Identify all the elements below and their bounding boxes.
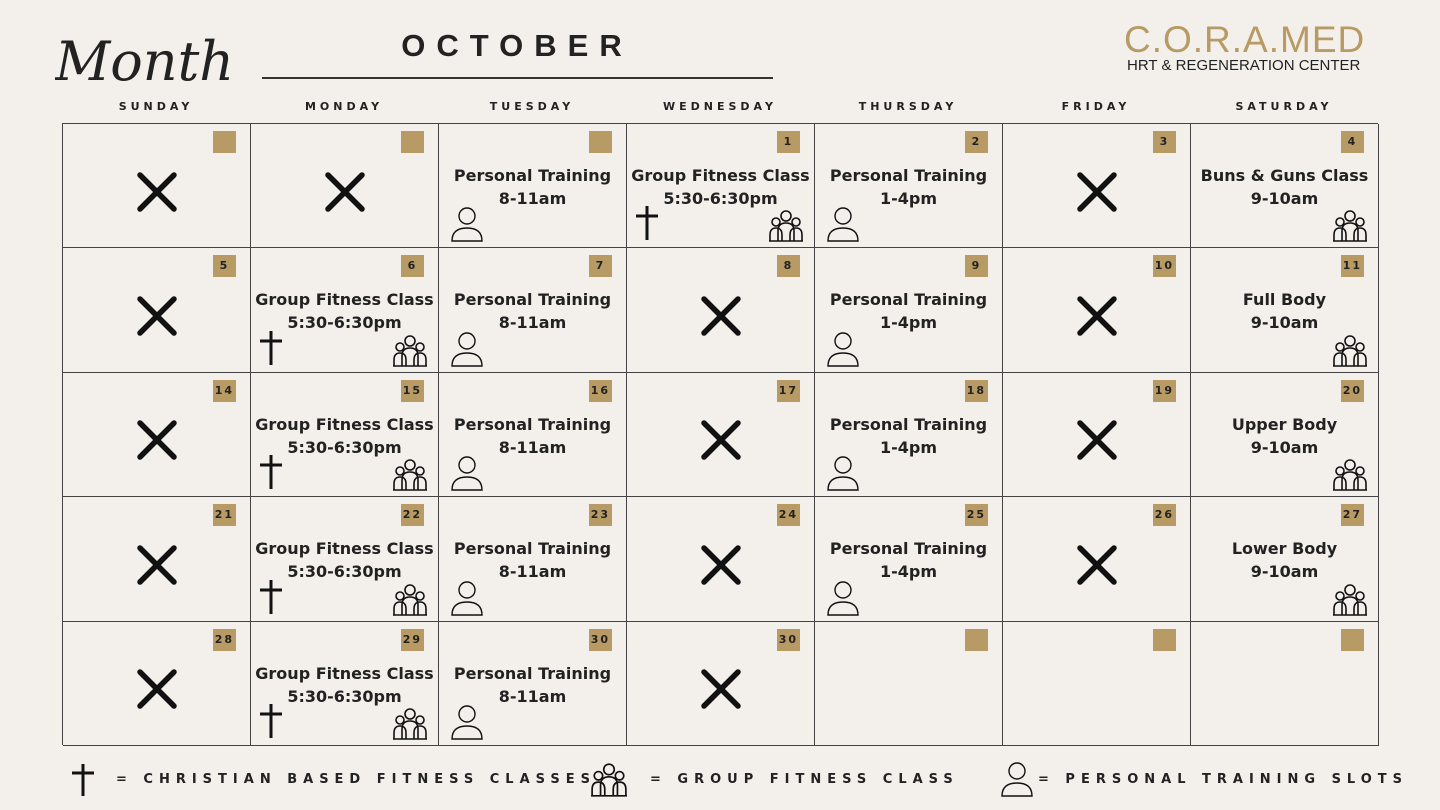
group-icon xyxy=(1332,458,1368,492)
group-icon xyxy=(392,583,428,617)
date-badge: 21 xyxy=(213,504,236,526)
legend-christian xyxy=(70,760,597,800)
calendar-cell xyxy=(439,373,627,497)
calendar-cell xyxy=(1003,497,1191,621)
date-badge: 11 xyxy=(1341,255,1364,277)
calendar-cell xyxy=(251,248,439,372)
calendar-cell xyxy=(1003,248,1191,372)
closed-x-icon xyxy=(1075,418,1119,462)
date-badge: 15 xyxy=(401,380,424,402)
calendar-cell xyxy=(251,373,439,497)
date-badge: 9 xyxy=(965,255,988,277)
calendar-cell xyxy=(627,622,815,746)
legend-group xyxy=(590,760,959,800)
event-time: 8-11am xyxy=(498,562,567,582)
group-icon xyxy=(392,458,428,492)
calendar-cell xyxy=(1003,124,1191,248)
date-badge: 10 xyxy=(1153,255,1176,277)
event-title: Group Fitness Class xyxy=(255,290,434,310)
event-time: 5:30-6:30pm xyxy=(287,313,402,333)
closed-x-icon xyxy=(135,170,179,214)
calendar-cell xyxy=(815,124,1003,248)
calendar-cell xyxy=(63,497,251,621)
date-badge: 1 xyxy=(777,131,800,153)
event-time: 8-11am xyxy=(498,437,567,457)
date-badge: 30 xyxy=(777,629,800,651)
calendar-cell xyxy=(627,497,815,621)
date-badge: 25 xyxy=(965,504,988,526)
calendar-cell xyxy=(1003,373,1191,497)
event-title: Personal Training xyxy=(453,663,612,683)
event-block xyxy=(439,413,626,459)
event-block xyxy=(439,662,626,708)
event-time: 5:30-6:30pm xyxy=(287,686,402,706)
person-icon xyxy=(825,454,861,492)
event-time: 8-11am xyxy=(498,313,567,333)
calendar-cell xyxy=(439,497,627,621)
month-underline xyxy=(262,77,773,79)
date-badge: 8 xyxy=(777,255,800,277)
event-block xyxy=(1191,288,1378,334)
legend-personal xyxy=(998,760,1409,800)
cross-icon xyxy=(635,205,659,241)
event-block xyxy=(815,413,1002,459)
date-badge: 30 xyxy=(589,629,612,651)
calendar-cell xyxy=(251,622,439,746)
calendar-cell xyxy=(251,124,439,248)
event-title: Group Fitness Class xyxy=(631,166,810,185)
date-badge: 23 xyxy=(589,504,612,526)
closed-x-icon xyxy=(1075,170,1119,214)
group-icon xyxy=(1332,209,1368,243)
cross-icon xyxy=(70,762,96,798)
event-title: Personal Training xyxy=(453,290,612,310)
calendar-cell xyxy=(439,124,627,248)
event-title: Group Fitness Class xyxy=(255,663,434,683)
date-badge: 16 xyxy=(589,380,612,402)
date-badge: 26 xyxy=(1153,504,1176,526)
date-badge: 3 xyxy=(1153,131,1176,153)
group-icon xyxy=(392,334,428,368)
date-badge: 5 xyxy=(213,255,236,277)
day-header-friday: FRIDAY xyxy=(1061,100,1131,113)
closed-x-icon xyxy=(1075,543,1119,587)
person-icon xyxy=(449,703,485,741)
closed-x-icon xyxy=(135,294,179,338)
date-badge: 6 xyxy=(401,255,424,277)
event-block xyxy=(251,288,438,334)
cross-icon xyxy=(259,330,283,366)
day-header-thursday: THURSDAY xyxy=(858,100,958,113)
closed-x-icon xyxy=(135,418,179,462)
calendar-cell xyxy=(439,622,627,746)
event-title: Personal Training xyxy=(453,166,612,185)
closed-x-icon xyxy=(699,294,743,338)
person-icon xyxy=(449,205,485,243)
event-block xyxy=(1191,164,1378,210)
day-header-monday: MONDAY xyxy=(304,100,384,113)
person-icon xyxy=(825,330,861,368)
event-block xyxy=(251,413,438,459)
cross-icon xyxy=(259,703,283,739)
calendar-cell xyxy=(63,248,251,372)
calendar-cell xyxy=(63,622,251,746)
date-badge xyxy=(589,131,612,153)
date-badge: 29 xyxy=(401,629,424,651)
month-script-text: Month xyxy=(55,30,235,93)
person-icon xyxy=(449,579,485,617)
date-badge: 17 xyxy=(777,380,800,402)
event-block xyxy=(439,288,626,334)
month-script-label xyxy=(55,22,245,104)
closed-x-icon xyxy=(135,543,179,587)
logo-wordmark: C.O.R.A.MED xyxy=(1124,19,1366,60)
event-time: 1-4pm xyxy=(879,562,938,582)
date-badge: 18 xyxy=(965,380,988,402)
date-badge: 14 xyxy=(213,380,236,402)
event-title: Group Fitness Class xyxy=(255,539,434,559)
date-badge xyxy=(1153,629,1176,651)
event-time: 9-10am xyxy=(1250,437,1319,457)
closed-x-icon xyxy=(699,667,743,711)
calendar-cell xyxy=(1191,373,1379,497)
date-badge: 4 xyxy=(1341,131,1364,153)
event-time: 5:30-6:30pm xyxy=(287,437,402,457)
calendar-cell xyxy=(815,497,1003,621)
cross-icon xyxy=(259,454,283,490)
logo-subtitle: HRT & REGENERATION CENTER xyxy=(1127,57,1361,74)
closed-x-icon xyxy=(135,667,179,711)
event-title: Personal Training xyxy=(829,166,988,185)
event-time: 8-11am xyxy=(498,686,567,706)
person-icon xyxy=(825,579,861,617)
event-title: Lower Body xyxy=(1231,539,1338,559)
month-title: OCTOBER xyxy=(401,28,633,63)
event-title: Personal Training xyxy=(829,539,988,559)
calendar-cell xyxy=(1191,124,1379,248)
event-title: Personal Training xyxy=(453,539,612,559)
person-icon xyxy=(998,760,1036,798)
event-block xyxy=(251,662,438,708)
person-icon xyxy=(825,205,861,243)
date-badge xyxy=(965,629,988,651)
date-badge xyxy=(213,131,236,153)
calendar-cell xyxy=(815,622,1003,746)
event-time: 1-4pm xyxy=(879,437,938,457)
event-block xyxy=(815,164,1002,210)
closed-x-icon xyxy=(323,170,367,214)
calendar-cell xyxy=(627,248,815,372)
legend-group-label: = GROUP FITNESS CLASS xyxy=(650,772,959,787)
legend-christian-label: = CHRISTIAN BASED FITNESS CLASSES xyxy=(116,772,597,787)
closed-x-icon xyxy=(699,543,743,587)
event-block xyxy=(251,537,438,583)
event-title: Personal Training xyxy=(453,414,612,434)
group-icon xyxy=(768,209,804,243)
date-badge: 22 xyxy=(401,504,424,526)
event-block xyxy=(1191,537,1378,583)
day-header-wednesday: WEDNESDAY xyxy=(663,100,777,113)
event-block xyxy=(1191,413,1378,459)
event-title: Buns & Guns Class xyxy=(1200,166,1369,185)
event-block xyxy=(627,164,814,210)
person-icon xyxy=(449,454,485,492)
calendar-cell xyxy=(627,373,815,497)
date-badge: 20 xyxy=(1341,380,1364,402)
date-badge: 2 xyxy=(965,131,988,153)
calendar-cell xyxy=(1191,622,1379,746)
event-time: 9-10am xyxy=(1250,562,1319,582)
event-time: 5:30-6:30pm xyxy=(287,562,402,582)
date-badge: 27 xyxy=(1341,504,1364,526)
calendar-grid xyxy=(62,123,1378,745)
event-time: 9-10am xyxy=(1250,313,1319,333)
calendar-cell xyxy=(63,124,251,248)
logo xyxy=(1124,20,1380,76)
date-badge: 7 xyxy=(589,255,612,277)
group-icon xyxy=(1332,334,1368,368)
event-title: Upper Body xyxy=(1231,414,1338,434)
closed-x-icon xyxy=(699,418,743,462)
calendar-cell xyxy=(1003,622,1191,746)
event-block xyxy=(815,537,1002,583)
event-title: Personal Training xyxy=(829,290,988,310)
calendar-cell xyxy=(1191,248,1379,372)
calendar-cell xyxy=(251,497,439,621)
event-block xyxy=(439,537,626,583)
date-badge xyxy=(401,131,424,153)
day-header-tuesday: TUESDAY xyxy=(489,100,575,113)
event-block xyxy=(815,288,1002,334)
calendar-cell xyxy=(815,248,1003,372)
closed-x-icon xyxy=(1075,294,1119,338)
event-time: 1-4pm xyxy=(879,313,938,333)
cross-icon xyxy=(259,579,283,615)
event-time: 9-10am xyxy=(1250,189,1319,208)
event-time: 5:30-6:30pm xyxy=(663,189,778,208)
date-badge xyxy=(1341,629,1364,651)
calendar-cell xyxy=(815,373,1003,497)
event-title: Full Body xyxy=(1242,290,1327,310)
day-header-sunday: SUNDAY xyxy=(118,100,194,113)
person-icon xyxy=(449,330,485,368)
event-block xyxy=(439,164,626,210)
date-badge: 28 xyxy=(213,629,236,651)
event-title: Personal Training xyxy=(829,414,988,434)
event-time: 8-11am xyxy=(498,189,567,208)
event-time: 1-4pm xyxy=(879,189,938,208)
calendar-cell xyxy=(627,124,815,248)
group-icon xyxy=(1332,583,1368,617)
date-badge: 19 xyxy=(1153,380,1176,402)
event-title: Group Fitness Class xyxy=(255,414,434,434)
calendar-cell xyxy=(1191,497,1379,621)
calendar-cell xyxy=(63,373,251,497)
group-icon xyxy=(392,707,428,741)
date-badge: 24 xyxy=(777,504,800,526)
group-icon xyxy=(590,762,628,798)
legend-personal-label: = PERSONAL TRAINING SLOTS xyxy=(1038,772,1409,787)
day-header-saturday: SATURDAY xyxy=(1235,100,1333,113)
calendar-cell xyxy=(439,248,627,372)
